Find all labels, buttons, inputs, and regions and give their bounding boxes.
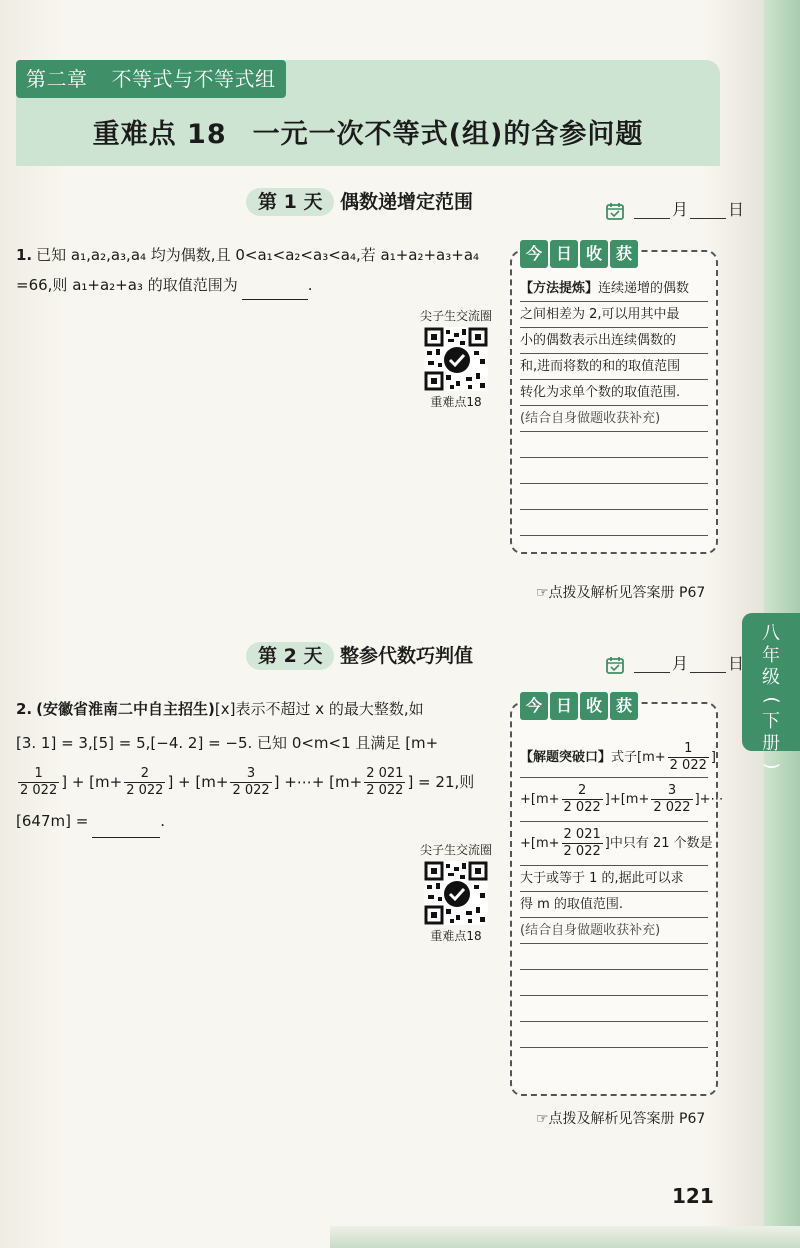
harvest-box-2 (510, 696, 724, 1096)
fraction (668, 741, 709, 774)
harvest-text: +[m+ (520, 836, 560, 851)
day-1-date (606, 198, 744, 222)
harvest-title-char: 今 (520, 240, 548, 268)
month-blank[interactable] (634, 203, 670, 219)
harvest-line: 转化为求单个数的取值范围. (520, 380, 708, 406)
harvest-title-char: 收 (580, 692, 608, 720)
harvest-title-char: 收 (580, 240, 608, 268)
month-blank[interactable] (634, 657, 670, 673)
qr-block-1 (414, 308, 498, 410)
harvest-title-char: 获 (610, 692, 638, 720)
day-blank[interactable] (690, 657, 726, 673)
qr-caption-bottom: 重难点18 (430, 929, 482, 943)
qr-caption-bottom: 重难点18 (430, 395, 482, 409)
harvest-write-line[interactable] (520, 944, 708, 970)
harvest-title (520, 240, 640, 268)
harvest-text: 式子[m+ (611, 750, 666, 765)
problem-2-line (16, 804, 474, 838)
harvest-line: 小的偶数表示出连续偶数的 (520, 328, 708, 354)
problem-text: ] + [m+ (167, 773, 229, 791)
denominator: 2 022 (366, 783, 404, 798)
numerator: 3 (246, 766, 256, 781)
harvest-title-char: 获 (610, 240, 638, 268)
fraction (562, 783, 603, 816)
chapter-number: 第二章 (26, 67, 88, 91)
answer-blank[interactable] (242, 282, 308, 300)
numerator: 2 (140, 766, 149, 781)
harvest-line: 和,进而将数的和的取值范围 (520, 354, 708, 380)
problem-text: =66,则 a₁+a₂+a₃ 的取值范围为 (16, 276, 238, 294)
side-tab-char: 年 (762, 645, 780, 666)
problem-text: . (160, 812, 166, 830)
fraction (124, 766, 165, 799)
side-tab-char: ) (761, 762, 782, 770)
calendar-icon (606, 656, 624, 674)
day-2-topic: 整参代数巧判值 (340, 645, 474, 667)
harvest-write-line[interactable] (520, 970, 708, 996)
fraction (562, 827, 603, 860)
day-2-date (606, 652, 744, 676)
calendar-icon (606, 202, 624, 220)
page-number: 121 (672, 1184, 714, 1208)
harvest-line: 【解题突破口】式子[m+ $\frac{1}{2 022}$ ] (520, 738, 708, 778)
denominator: 2 022 (232, 783, 270, 798)
harvest-box-1 (510, 244, 718, 554)
harvest-title-char: 今 (520, 692, 548, 720)
month-label: 月 (672, 200, 689, 219)
problem-number: 1. (16, 246, 33, 264)
harvest-text: ]中只有 21 个数是 (604, 836, 713, 851)
numerator: 2 021 (563, 827, 601, 842)
harvest-line: 大于或等于 1 的,据此可以求 (520, 866, 708, 892)
harvest-text: 连续递增的偶数 (598, 281, 690, 296)
problem-1-line (16, 240, 479, 270)
month-label: 月 (672, 654, 689, 673)
day-1-topic: 偶数递增定范围 (340, 191, 474, 213)
qr-code[interactable] (424, 327, 488, 391)
fraction (230, 766, 271, 799)
harvest-write-line[interactable] (520, 1022, 708, 1048)
denominator: 2 022 (653, 800, 691, 815)
problem-2 (16, 692, 474, 838)
problem-source: (安徽省淮南二中自主招生) (36, 700, 215, 718)
harvest-title-char: 日 (550, 692, 578, 720)
harvest-write-line[interactable] (520, 996, 708, 1022)
day-blank[interactable] (690, 203, 726, 219)
side-tab-char: 八 (762, 623, 780, 644)
harvest-note: (结合自身做题收获补充) (520, 918, 708, 944)
harvest-write-line[interactable] (520, 458, 708, 484)
section-name: 一元一次不等式(组)的含参问题 (252, 119, 644, 150)
harvest-line: 得 m 的取值范围. (520, 892, 708, 918)
harvest-body (520, 738, 724, 1048)
numerator: 1 (684, 741, 693, 756)
chapter-tag (16, 60, 286, 98)
tip-label: 【解题突破口】 (520, 750, 612, 765)
chapter-title: 不等式与不等式组 (111, 67, 276, 91)
section-number: 重难点 18 (92, 119, 227, 150)
problem-text: ] + [m+ (61, 773, 123, 791)
qr-caption-top: 尖子生交流圈 (419, 309, 492, 323)
day-label: 日 (728, 200, 745, 219)
harvest-write-line[interactable] (520, 510, 708, 536)
harvest-title-char: 日 (550, 240, 578, 268)
harvest-text: ]+⋯ (694, 792, 724, 807)
problem-2-line (16, 760, 474, 804)
harvest-text: ]+[m+ (604, 792, 650, 807)
numerator: 1 (34, 766, 43, 781)
fraction (364, 766, 405, 799)
denominator: 2 022 (20, 783, 58, 798)
qr-caption-top: 尖子生交流圈 (419, 843, 492, 857)
problem-text: 已知 a₁,a₂,a₃,a₄ 均为偶数,且 0<a₁<a₂<a₃<a₄,若 a₁+a₂+a₃+a₄ (36, 246, 480, 264)
harvest-note: (结合自身做题收获补充) (520, 406, 708, 432)
harvest-text: +[m+ (520, 792, 560, 807)
denominator: 2 022 (563, 800, 601, 815)
page-bottom-edge (330, 1226, 800, 1248)
harvest-write-line[interactable] (520, 484, 708, 510)
numerator: 3 (667, 783, 677, 798)
harvest-line: 之间相差为 2,可以用其中最 (520, 302, 708, 328)
day-label: 日 (728, 654, 745, 673)
harvest-body (520, 276, 708, 536)
side-tab-char: 下 (762, 711, 780, 732)
denominator: 2 022 (126, 783, 164, 798)
denominator: 2 022 (563, 844, 601, 859)
problem-1 (16, 240, 479, 300)
problem-text: [x]表示不超过 x 的最大整数,如 (214, 700, 424, 718)
harvest-title (520, 692, 640, 720)
answer-reference-1[interactable]: ☞点拨及解析见答案册 P67 (536, 585, 706, 601)
answer-reference-2[interactable]: ☞点拨及解析见答案册 P67 (536, 1111, 706, 1127)
side-tab-char: ( (761, 696, 782, 704)
answer-blank[interactable] (92, 820, 160, 838)
problem-text: [647m] = (16, 812, 89, 830)
qr-code[interactable] (424, 861, 488, 925)
harvest-write-line[interactable] (520, 432, 708, 458)
problem-text: ] = 21,则 (407, 773, 475, 791)
day-1-label: 第 1 天 (246, 188, 334, 216)
side-tab-char: 册 (762, 733, 780, 754)
fraction (651, 783, 692, 816)
problem-2-line (16, 692, 474, 726)
qr-block-2 (414, 842, 498, 944)
problem-text: . (307, 276, 313, 294)
numerator: 2 (578, 783, 587, 798)
problem-1-line (16, 270, 479, 300)
numerator: 2 021 (366, 766, 404, 781)
harvest-line (520, 822, 713, 866)
side-tab-char: 级 (762, 667, 780, 688)
denominator: 2 022 (669, 758, 707, 773)
grade-side-tab (742, 613, 800, 770)
day-2-label: 第 2 天 (246, 642, 334, 670)
harvest-line (520, 276, 708, 302)
fraction (18, 766, 59, 799)
problem-2-line: [3. 1] = 3,[5] = 5,[−4. 2] = −5. 已知 0<m<1 且满足 [m+ (16, 734, 439, 752)
problem-text: ] +⋯+ [m+ (273, 773, 363, 791)
harvest-line (520, 778, 724, 822)
section-title (0, 112, 736, 151)
tip-label: 【方法提炼】 (520, 281, 599, 296)
problem-number: 2. (16, 700, 33, 718)
